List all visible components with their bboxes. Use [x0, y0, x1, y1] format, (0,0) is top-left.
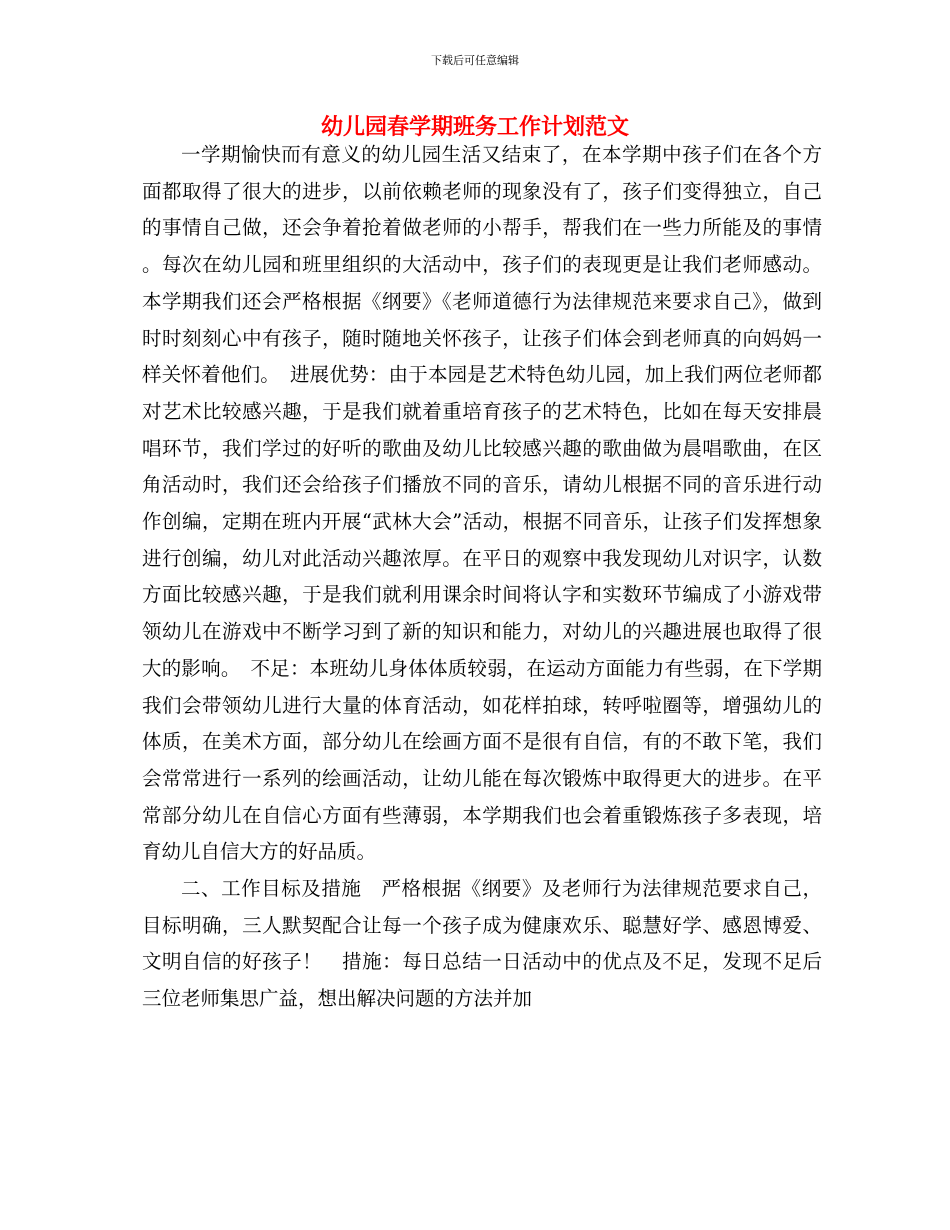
- header-note: 下载后可任意编辑: [431, 54, 519, 67]
- document-body: [142, 137, 822, 1018]
- document-title: 幼儿园春学期班务工作计划范文: [320, 115, 629, 140]
- body-paragraph-2: 二、工作目标及措施 严格根据《纲要》及老师行为法律规范要求自己，目标明确，三人默契配合让每一个孩子成为健康欢乐、聪慧好学、感恩博爱、文明自信的好孩子！ 措施：每日总结一日活动中的优点及不足，发现不足后三位老师集思广益，想出解决问题的方法并加: [142, 877, 822, 1011]
- body-paragraph-1: 一学期愉快而有意义的幼儿园生活又结束了，在本学期中孩子们在各个方面都取得了很大的进步，以前依赖老师的现象没有了，孩子们变得独立，自己的事情自己做，还会争着抢着做老师的小帮手，帮我们在一些力所能及的事情。每次在幼儿园和班里组织的大活动中，孩子们的表现更是让我们老师感动。本学期我们还会严格根据《纲要》《老师道德行为法律规范来要求自己》，做到时时刻刻心中有孩子，随时随地关怀孩子，让孩子们体会到老师真的向妈妈一样关怀着他们。 进展优势：由于本园是艺术特色幼儿园，加上我们两位老师都对艺术比较感兴趣，于是我们就着重培育孩子的艺术特色，比如在每天安排晨唱环节，我们学过的好听的歌曲及幼儿比较感兴趣的歌曲做为晨唱歌曲，在区角活动时，我们还会给孩子们播放不同的音乐，请幼儿根据不同的音乐进行动作创编，定期在班内开展“武林大会”活动，根据不同音乐，让孩子们发挥想象进行创编，幼儿对此活动兴趣浓厚。在平日的观察中我发现幼儿对识字，认数方面比较感兴趣，于是我们就利用课余时间将认字和实数环节编成了小游戏带领幼儿在游戏中不断学习到了新的知识和能力，对幼儿的兴趣进展也取得了很大的影响。 不足：本班幼儿身体体质较弱，在运动方面能力有些弱，在下学期我们会带领幼儿进行大量的体育活动，如花样拍球，转呼啦圈等，增强幼儿的体质，在美术方面，部分幼儿在绘画方面不是很有自信，有的不敢下笔，我们会常常进行一系列的绘画活动，让幼儿能在每次锻炼中取得更大的进步。在平常部分幼儿在自信心方面有些薄弱，本学期我们也会着重锻炼孩子多表现，培育幼儿自信大方的好品质。: [142, 143, 822, 864]
